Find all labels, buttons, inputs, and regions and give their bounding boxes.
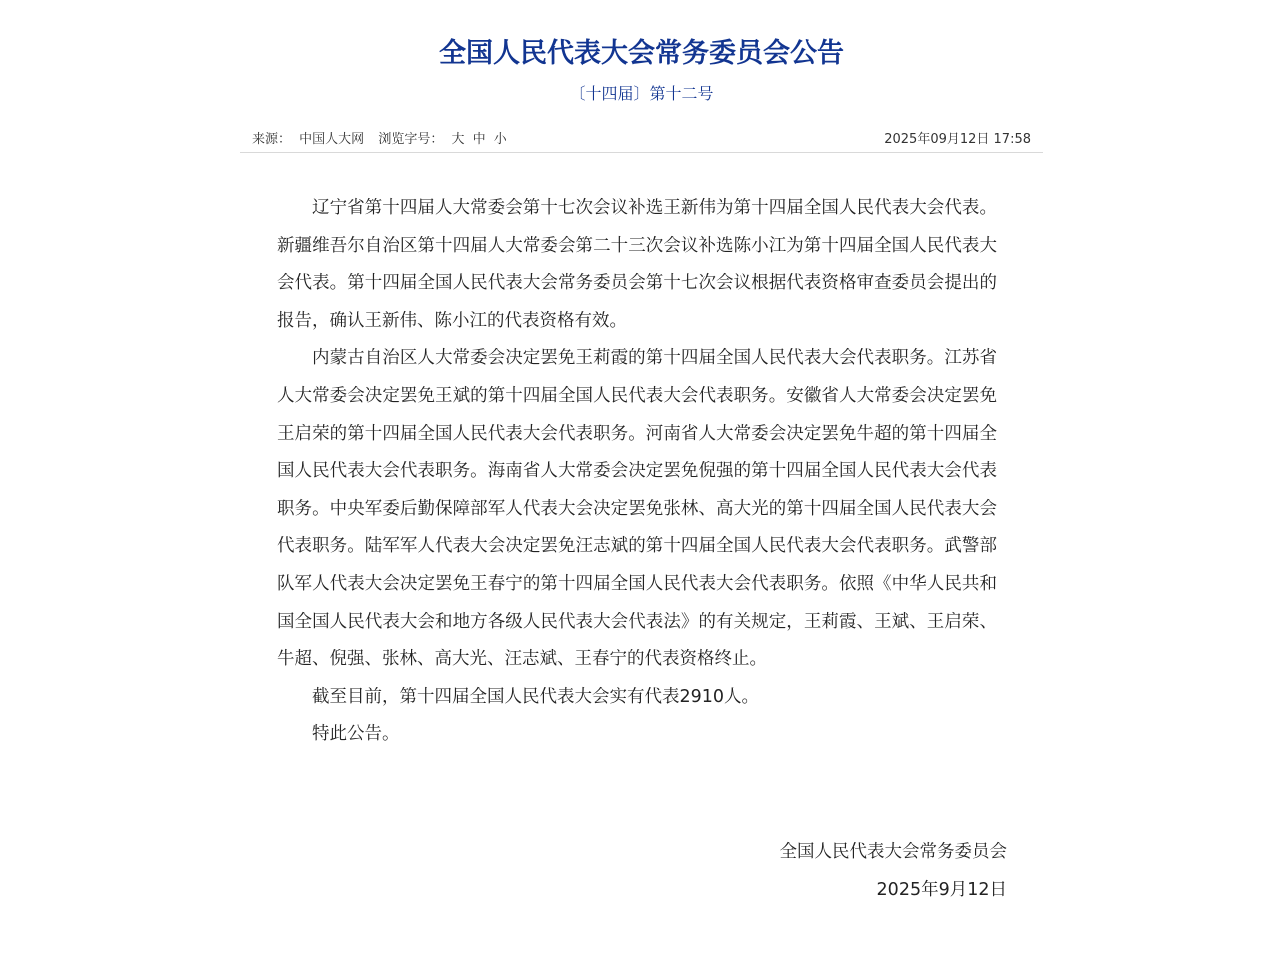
- article-meta-bar: [240, 128, 1043, 153]
- font-size-large-button[interactable]: 大: [451, 132, 465, 147]
- source-label: 来源：: [252, 132, 292, 147]
- paragraph-1: 辽宁省第十四届人大常委会第十七次会议补选王新伟为第十四届全国人民代表大会代表。新疆维吾尔自治区第十四届人大常委会第二十三次会议补选陈小江为第十四届全国人民代表大会代表。第十四届全国人民代表大会常务委员会第十七次会议根据代表资格审查委员会提出的报告，确认王新伟、陈小江的代表资格有效。: [277, 198, 997, 331]
- signature-org: 全国人民代表大会常务委员会: [779, 842, 1007, 862]
- article-subtitle: 〔十四届〕第十二号: [569, 84, 714, 103]
- signature-block: [780, 834, 1008, 909]
- article-title: 全国人民代表大会常务委员会公告: [439, 38, 844, 69]
- paragraph-3: 截至目前，第十四届全国人民代表大会实有代表2910人。: [312, 686, 760, 707]
- font-size-medium-button[interactable]: 中: [472, 132, 486, 147]
- signature-date: 2025年9月12日: [876, 879, 1007, 900]
- font-size-label: 浏览字号：: [378, 132, 444, 147]
- article-body: [277, 190, 997, 754]
- paragraph-2: 内蒙古自治区人大常委会决定罢免王莉霞的第十四届全国人民代表大会代表职务。江苏省人大常委会决定罢免王斌的第十四届全国人民代表大会代表职务。安徽省人大常委会决定罢免王启荣的第十四届全国人民代表大会代表职务。河南省人大常委会决定罢免牛超的第十四届全国人民代表大会代表职务。海南省人大常委会决定罢免倪强的第十四届全国人民代表大会代表职务。中央军委后勤保障部军人代表大会决定罢免张林、高大光的第十四届全国人民代表大会代表职务。陆军军人代表大会决定罢免汪志斌的第十四届全国人民代表大会代表职务。武警部队军人代表大会决定罢免王春宁的第十四届全国人民代表大会代表职务。依照《中华人民共和国全国人民代表大会和地方各级人民代表大会代表法》的有关规定，王莉霞、王斌、王启荣、牛超、倪强、张林、高大光、汪志斌、王春宁的代表资格终止。: [277, 348, 997, 670]
- paragraph-4: 特此公告。: [312, 724, 400, 745]
- font-size-small-button[interactable]: 小: [493, 132, 507, 147]
- source-value: 中国人大网: [299, 132, 365, 147]
- publish-datetime: 2025年09月12日 17:58: [884, 132, 1031, 147]
- meta-left: [252, 128, 511, 152]
